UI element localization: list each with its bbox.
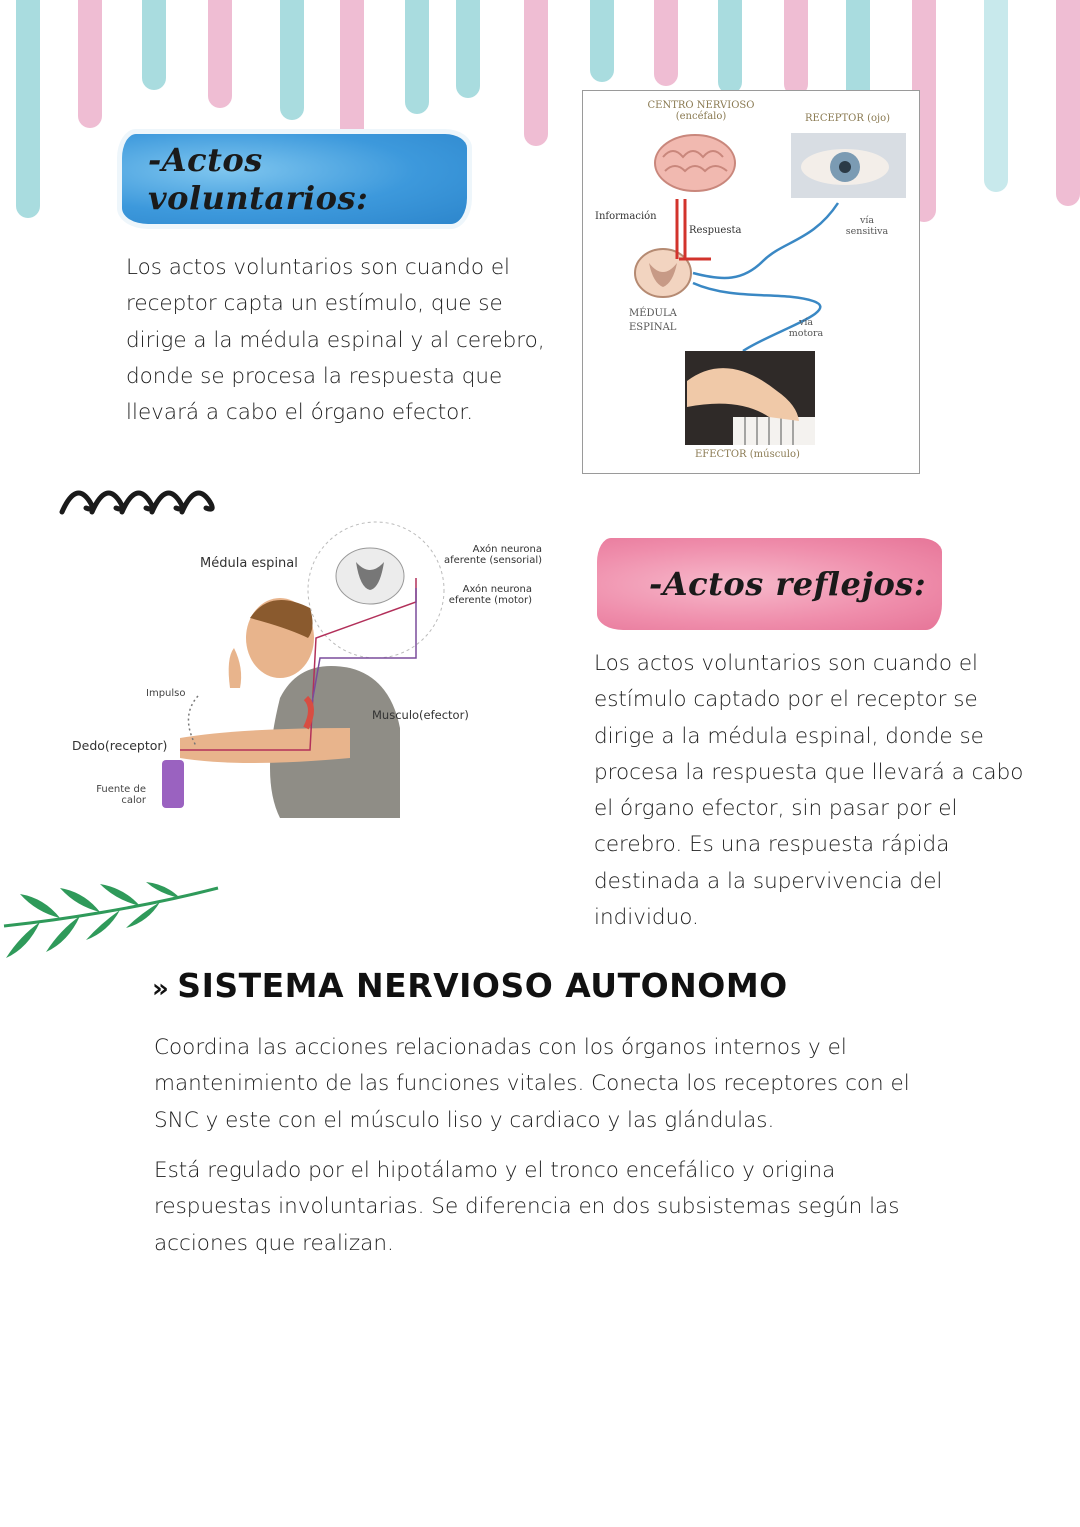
stripe [984, 0, 1008, 192]
autonomic-title-text: SISTEMA NERVIOSO AUTONOMO [177, 966, 788, 1005]
voluntary-diagram-svg [583, 91, 919, 473]
spinal-section-icon [336, 548, 404, 604]
stripe [718, 0, 742, 94]
person-icon [180, 598, 400, 818]
leaf-branch-icon [0, 880, 225, 965]
stripe [456, 0, 480, 98]
receptor-label: RECEPTOR (ojo) [805, 113, 891, 124]
reflex-heading-banner [597, 538, 942, 630]
autonomic-para-2: Está regulado por el hipotálamo y el tronco encefálico y origina respuestas involuntarias. Se diferencia en dos subsistemas según las acciones que realizan. [154, 1158, 900, 1256]
brain-icon [655, 135, 735, 191]
finger-label: Dedo(receptor) [72, 738, 168, 753]
stripe [654, 0, 678, 86]
stripe [1056, 0, 1080, 206]
autonomic-para-1: Coordina las acciones relacionadas con los órganos internos y el mantenimiento de las funciones vitales. Conecta los receptores con el SNC y este con el músculo liso y cardiaco y las glándulas. [154, 1035, 910, 1133]
info-label: Información [595, 211, 657, 222]
stripe [208, 0, 232, 108]
spinal-label: Médula espinal [200, 556, 298, 571]
heat-source-icon [162, 760, 184, 808]
stripe [78, 0, 102, 128]
reflex-text: Los actos voluntarios son cuando el estímulo captado por el receptor se dirige a la médula espinal, donde se procesa la respuesta que llevará a cabo el órgano efector, sin pasar por el cerebro. Es una respuesta rápida destinada a la supervivencia del individuo. [594, 651, 1024, 931]
efferent-label: Axón neurona eferente (motor) [448, 584, 532, 606]
response-label: Respuesta [689, 225, 742, 236]
center-sub-label: (encéfalo) [675, 111, 727, 122]
effector-label: EFECTOR (músculo) [695, 449, 800, 460]
voluntary-heading-banner [122, 134, 467, 224]
sensory-path-line [693, 203, 838, 278]
hand-piano-icon [685, 351, 815, 445]
impulse-label: Impulso [146, 688, 186, 699]
heat-label: Fuente de calor [96, 784, 146, 806]
medulla-label: MÉDULA ESPINAL [629, 308, 677, 333]
stripe [142, 0, 166, 90]
stripe [524, 0, 548, 146]
stripe [16, 0, 40, 218]
autonomic-title [152, 966, 788, 1005]
stripe [784, 0, 808, 96]
eye-icon [791, 133, 906, 198]
bullet-icon: » [152, 974, 170, 1004]
sensory-path-label: vía sensitiva [845, 215, 889, 237]
wave-doodle [52, 472, 234, 522]
motor-path-label: vía motora [788, 317, 824, 339]
reflex-diagram [60, 518, 560, 828]
center-label: CENTRO NERVIOSO [647, 100, 755, 111]
muscle-label: Musculo(efector) [372, 708, 469, 722]
spinal-cord-icon [635, 249, 691, 297]
voluntary-diagram [582, 90, 920, 474]
stripe [280, 0, 304, 120]
reflex-heading: -Actos reflejos: [649, 565, 927, 603]
stripe [590, 0, 614, 82]
stripe [340, 0, 364, 142]
voluntary-heading: -Actos voluntarios: [148, 141, 369, 217]
afferent-label: Axón neurona aferente (sensorial) [443, 544, 542, 566]
stripe [405, 0, 429, 114]
voluntary-text: Los actos voluntarios son cuando el receptor capta un estímulo, que se dirige a la médula espinal y al cerebro, donde se procesa la respuesta que llevará a cabo el órgano efector. [126, 255, 545, 426]
